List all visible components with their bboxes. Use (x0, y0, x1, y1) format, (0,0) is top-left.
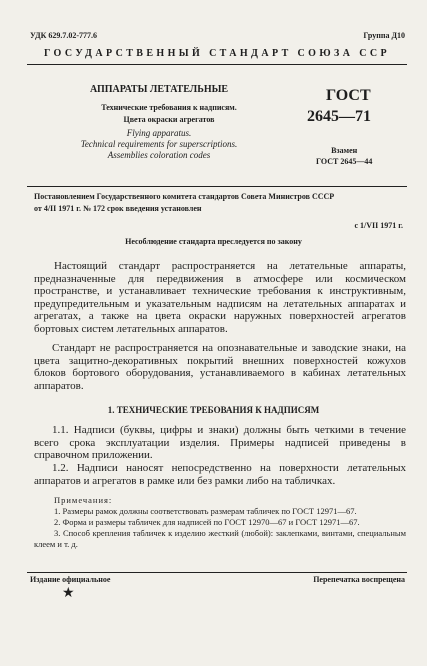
effective-date: с 1/VII 1971 г. (354, 221, 403, 230)
note-3: 3. Способ крепления табличек к изделию жесткий (любой): заклепками, винтами, специальным клеем и т. д. (34, 528, 406, 549)
noncompliance-notice: Несоблюдение стандарта преследуется по закону (125, 237, 302, 246)
exclusion-paragraph: Стандарт не распространяется на опознавательные и заводские знаки, на цвета защитно-декоративных покрытий внешних поверхностей кожухов блоков бортового оборудования, устанавливаемого в кабинах летательных аппаратов. (34, 342, 406, 392)
clause-1-2: 1.2. Надписи наносят непосредственно на поверхности летательных аппаратов и агрегатов в рамке или без рамки либо на табличках. (34, 462, 406, 487)
note-2: 2. Форма и размеры табличек для надписей по ГОСТ 12970—67 и ГОСТ 12971—67. (54, 517, 360, 527)
english-title-line-3: Assemblies coloration codes (107, 150, 211, 160)
udk-code: УДК 629.7.02-777.6 (30, 31, 98, 40)
gost-label: ГОСТ (326, 87, 371, 104)
replaces-standard: ГОСТ 2645—44 (316, 157, 373, 166)
note-1: 1. Размеры рамок должны соответствовать размерам табличек по ГОСТ 12971—67. (54, 506, 357, 516)
document-subtitle (74, 102, 264, 126)
scope-paragraph: Настоящий стандарт распространяется на летательные аппараты, предназначенные для передвижения в атмосфере или космическом пространстве, и устанавливает технические требования к инструктивным, предупредительным и указательным надписям на летательных аппаратах и агрегатах, а также на цвета окраски наружных поверхностей агрегатов бортовых систем летательных аппаратов. (34, 260, 406, 335)
english-title (44, 128, 274, 161)
reprint-prohibited: Перепечатка воспрещена (313, 575, 405, 584)
section-heading: 1. ТЕХНИЧЕСКИЕ ТРЕБОВАНИЯ К НАДПИСЯМ (107, 405, 320, 415)
clause-1-1: 1.1. Надписи (буквы, цифры и знаки) должны быть четкими в течение всего срока эксплуатации изделия. Примеры надписей приведены в справочном приложении. (34, 424, 406, 461)
decree-line-2: от 4/II 1971 г. № 172 срок введения установлен (34, 204, 202, 213)
document-title: АППАРАТЫ ЛЕТАТЕЛЬНЫЕ (90, 84, 229, 95)
english-title-line-1: Flying apparatus. (126, 128, 192, 138)
group-code: Группа Д10 (363, 31, 405, 40)
subtitle-line-1: Технические требования к надписям. (101, 103, 237, 112)
replaces-label: Взамен (331, 146, 358, 155)
state-standard-banner: ГОСУДАРСТВЕННЫЙ СТАНДАРТ СОЮЗА ССР (44, 48, 390, 59)
star-icon: ★ (62, 586, 75, 601)
decree-text (34, 191, 406, 215)
footer-divider (27, 572, 407, 573)
decree-line-1: Постановлением Государственного комитета стандартов Совета Министров СССР (34, 192, 335, 201)
subtitle-line-2: Цвета окраски агрегатов (123, 115, 215, 124)
notes-heading: Примечания: (54, 495, 113, 505)
english-title-line-2: Technical requirements for superscriptions. (80, 139, 238, 149)
notes-block (34, 495, 406, 550)
header-divider (27, 64, 407, 65)
official-edition: Издание официальное (30, 575, 111, 584)
title-divider (27, 186, 407, 187)
replaces-block (316, 145, 372, 167)
gost-number: 2645—71 (307, 108, 371, 125)
